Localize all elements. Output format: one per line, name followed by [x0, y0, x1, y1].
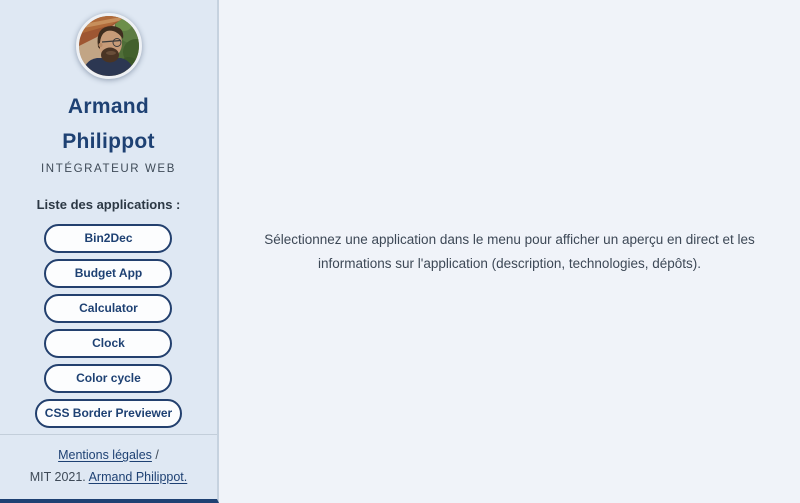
- profile-role: INTÉGRATEUR WEB: [41, 163, 176, 175]
- sidebar: [0, 0, 219, 503]
- app-button-color-cycle[interactable]: Color cycle: [44, 364, 172, 393]
- list-item: [44, 224, 172, 259]
- app-button-clock[interactable]: Clock: [44, 329, 172, 358]
- list-item: [44, 294, 172, 329]
- empty-state-line2: informations sur l'application (description, technologies, dépôts).: [317, 255, 701, 271]
- app-button-calculator[interactable]: Calculator: [44, 294, 172, 323]
- app-button-css-border-previewer[interactable]: CSS Border Previewer: [35, 399, 182, 428]
- profile-name: [62, 89, 155, 159]
- apps-list: [35, 224, 182, 469]
- empty-state-line1: Sélectionnez une application dans le menu pour afficher un aperçu en direct et les: [264, 231, 755, 247]
- main-content: [219, 0, 800, 503]
- sidebar-footer: [0, 434, 217, 499]
- profile-name-line1: Armand: [67, 95, 150, 118]
- app-button-bin2dec[interactable]: Bin2Dec: [44, 224, 172, 253]
- list-item: [44, 259, 172, 294]
- list-item: [44, 364, 172, 399]
- legal-link[interactable]: Mentions légales: [58, 448, 152, 462]
- avatar-photo: [76, 13, 142, 79]
- app-button-budget-app[interactable]: Budget App: [44, 259, 172, 288]
- portrait-illustration: [79, 16, 139, 76]
- license-text: MIT 2021.: [29, 470, 86, 484]
- list-item: [44, 329, 172, 364]
- footer-license-line: [8, 469, 209, 486]
- apps-list-title: Liste des applications :: [36, 197, 181, 212]
- footer-legal-line: [8, 447, 209, 464]
- profile-name-line2: Philippot: [62, 130, 155, 153]
- author-link[interactable]: Armand Philippot.: [88, 470, 188, 484]
- list-item: [35, 399, 182, 434]
- empty-state-message: [234, 228, 785, 276]
- footer-separator: /: [155, 448, 159, 462]
